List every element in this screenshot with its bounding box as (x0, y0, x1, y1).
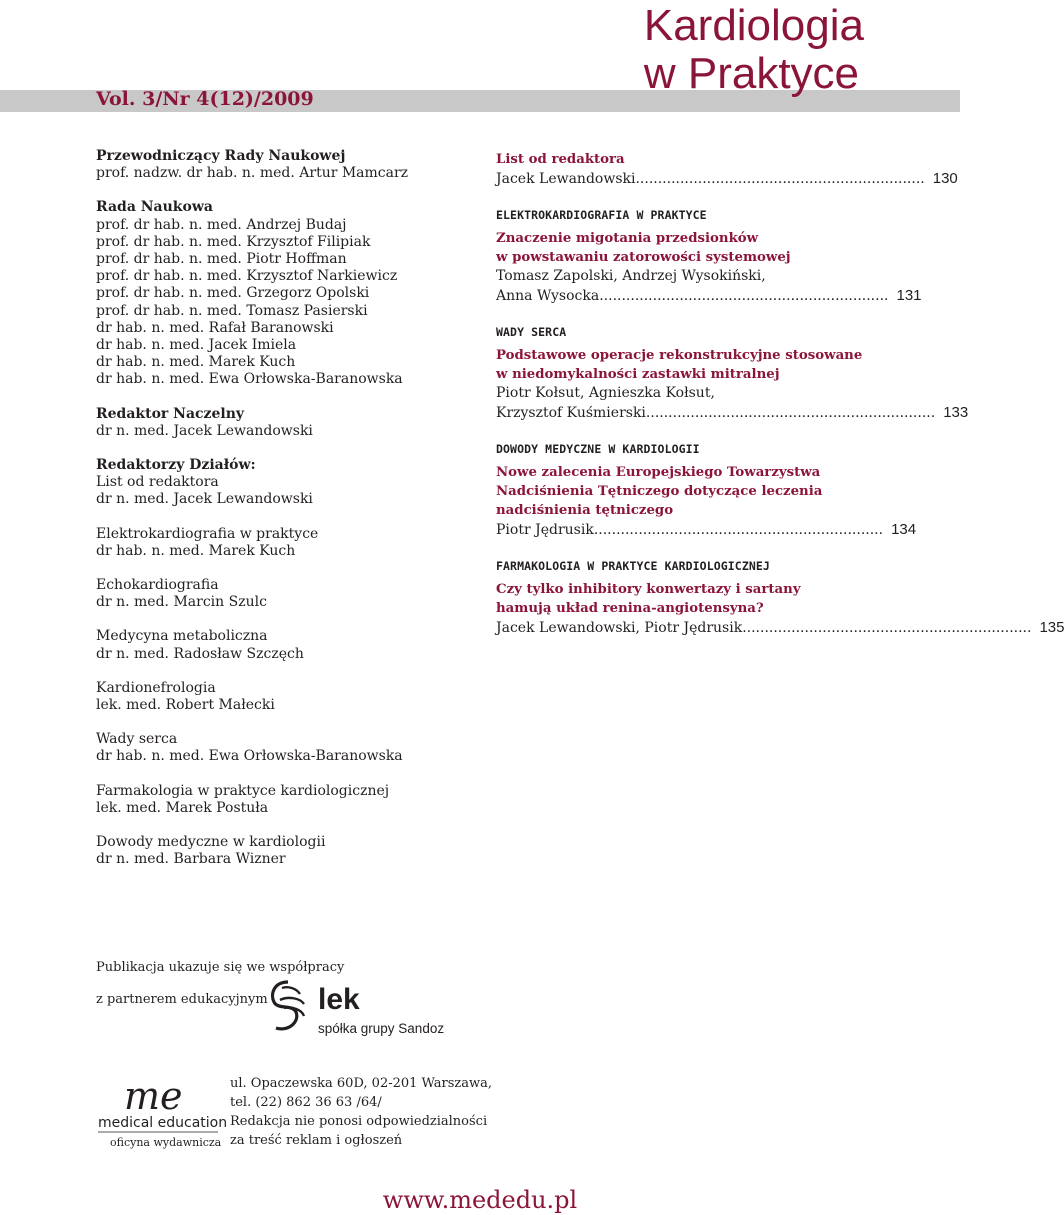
council-heading: Rada Naukowa (96, 199, 213, 216)
section-block (96, 577, 476, 611)
medical-education-logo (96, 1074, 228, 1150)
council-member: prof. dr hab. n. med. Andrzej Budaj (96, 216, 347, 233)
toc-title-line: Czy tylko inhibitory konwertazy i sartany (496, 582, 801, 597)
toc-entry[interactable] (496, 557, 1064, 638)
toc-authors-line: Piotr Kołsut, Agnieszka Kołsut, (496, 385, 715, 401)
journal-title-line2: w Praktyce (643, 49, 860, 98)
toc-title-line: Nowe zalecenia Europejskiego Towarzystwa (496, 465, 821, 480)
section-block (96, 783, 476, 817)
council-member: dr hab. n. med. Ewa Orłowska-Baranowska (96, 371, 403, 388)
section-name: Elektrokardiografia w praktyce (96, 525, 319, 542)
toc-page-number: 131 (896, 287, 922, 304)
section-editor: dr n. med. Radosław Szczęch (96, 645, 304, 662)
partner-label: z partnerem edukacyjnym (96, 992, 268, 1007)
toc-leader: ................................................................. (645, 405, 936, 421)
address-line: za treść reklam i ogłoszeń (230, 1133, 403, 1148)
council-member: prof. dr hab. n. med. Grzegorz Opolski (96, 285, 370, 302)
toc-authors-line: Tomasz Zapolski, Andrzej Wysokiński, (496, 268, 766, 284)
lek-logo-subtitle: spółka grupy Sandoz (318, 1021, 445, 1036)
section-name: Wady serca (96, 731, 178, 748)
council-member: prof. dr hab. n. med. Krzysztof Narkiewicz (96, 268, 398, 285)
section-editor: lek. med. Robert Małecki (96, 697, 275, 714)
chair-name: prof. nadzw. dr hab. n. med. Artur Mamcarz (96, 165, 409, 182)
section-name: Farmakologia w praktyce kardiologicznej (96, 782, 390, 799)
toc-page-number: 130 (932, 170, 958, 187)
section-editor: dr n. med. Jacek Lewandowski (96, 491, 313, 508)
council-member: prof. dr hab. n. med. Tomasz Pasierski (96, 302, 368, 319)
section-editor: dr n. med. Marcin Szulc (96, 594, 267, 611)
editor-block (96, 406, 476, 440)
toc-title-line: Podstawowe operacje rekonstrukcyjne stosowane (496, 348, 863, 363)
chair-heading: Przewodniczący Rady Naukowej (96, 148, 346, 164)
section-name: Medycyna metaboliczna (96, 628, 268, 645)
me-logo-subtitle: oficyna wydawnicza (110, 1136, 222, 1149)
section-name: Dowody medyczne w kardiologii (96, 834, 326, 851)
section-editor: dr n. med. Barbara Wizner (96, 851, 286, 868)
toc-title-line: nadciśnienia tętniczego (496, 503, 674, 518)
toc-leader: ................................................................. (599, 288, 889, 304)
section-name: List od redaktora (96, 474, 219, 491)
table-of-contents (496, 150, 1064, 655)
toc-author: Piotr Jędrusik (496, 522, 594, 538)
publisher-address (230, 1074, 492, 1150)
address-line: Redakcja nie ponosi odpowiedzialności (230, 1114, 488, 1129)
cooperation-note: Publikacja ukazuje się we współpracy (96, 960, 345, 975)
journal-title (644, 2, 864, 98)
toc-page-number: 135 (1039, 619, 1064, 636)
chair-block (96, 148, 476, 182)
section-editors-block (96, 457, 476, 509)
section-name: Echokardiografia (96, 577, 219, 594)
toc-leader: ................................................................. (742, 620, 1032, 636)
editor-name: dr n. med. Jacek Lewandowski (96, 422, 313, 439)
toc-category: DOWODY MEDYCZNE W KARDIOLOGII (496, 442, 700, 456)
council-block (96, 199, 476, 388)
lek-logo-text: lek (318, 983, 360, 1016)
toc-category: WADY SERCA (496, 325, 567, 339)
section-block (96, 834, 476, 868)
toc-author: Jacek Lewandowski (496, 171, 636, 187)
council-member: dr hab. n. med. Jacek Imiela (96, 337, 297, 354)
address-line: tel. (22) 862 36 63 /64/ (230, 1095, 382, 1110)
toc-author-line (496, 520, 917, 540)
me-logo-name: medical education (98, 1115, 228, 1131)
website-link[interactable]: www.mededu.pl (382, 1186, 578, 1214)
toc-leader: ................................................................. (593, 522, 884, 538)
toc-page-number: 133 (943, 404, 969, 421)
toc-leader: ................................................................. (635, 171, 925, 187)
address-line: ul. Opaczewska 60D, 02-201 Warszawa, (230, 1076, 493, 1091)
toc-author-line (496, 169, 958, 189)
toc-editorial-heading: List od redaktora (496, 152, 625, 167)
section-block (96, 628, 476, 662)
toc-author-line (496, 286, 922, 306)
editor-heading: Redaktor Naczelny (96, 405, 245, 422)
toc-title-line: Nadciśnienia Tętniczego dotyczące leczenia (496, 484, 823, 499)
council-member: prof. dr hab. n. med. Krzysztof Filipiak (96, 233, 371, 250)
section-editor: dr hab. n. med. Ewa Orłowska-Baranowska (96, 748, 403, 765)
toc-entry[interactable] (496, 440, 917, 540)
toc-entry[interactable] (496, 206, 922, 306)
section-block (96, 526, 476, 560)
toc-editorial[interactable] (496, 150, 958, 189)
toc-title-line: w niedomykalności zastawki mitralnej (496, 367, 780, 382)
toc-entry[interactable] (496, 323, 969, 423)
toc-title-line: hamują układ renina-angiotensyna? (496, 601, 764, 616)
toc-author: Anna Wysocka (496, 288, 600, 304)
section-block (96, 680, 476, 714)
council-member: dr hab. n. med. Rafał Baranowski (96, 319, 334, 336)
me-logo-mark: me (124, 1074, 183, 1118)
toc-page-number: 134 (891, 521, 917, 538)
toc-title-line: w powstawaniu zatorowości systemowej (496, 250, 791, 265)
toc-author-line (496, 403, 969, 423)
section-editor: dr hab. n. med. Marek Kuch (96, 542, 296, 559)
section-block (96, 731, 476, 765)
toc-author: Krzysztof Kuśmierski (496, 405, 646, 421)
council-member: prof. dr hab. n. med. Piotr Hoffman (96, 251, 347, 268)
section-editors-heading: Redaktorzy Działów: (96, 457, 256, 474)
toc-category: ELEKTROKARDIOGRAFIA W PRAKTYCE (496, 208, 707, 222)
toc-category: FARMAKOLOGIA W PRAKTYCE KARDIOLOGICZNEJ (496, 559, 770, 573)
issue-label: Vol. 3/Nr 4(12)/2009 (96, 88, 314, 110)
section-editor: lek. med. Marek Postuła (96, 799, 269, 816)
toc-author-line (496, 618, 1064, 638)
journal-title-line1: Kardiologia (643, 1, 864, 50)
lek-sandoz-logo (266, 978, 466, 1038)
section-name: Kardionefrologia (96, 679, 216, 696)
toc-title-line: Znaczenie migotania przedsionków (496, 231, 759, 246)
council-member: dr hab. n. med. Marek Kuch (96, 354, 296, 371)
editorial-board (96, 148, 476, 886)
sandoz-emblem-icon (273, 982, 304, 1029)
toc-author: Jacek Lewandowski, Piotr Jędrusik (496, 620, 743, 636)
